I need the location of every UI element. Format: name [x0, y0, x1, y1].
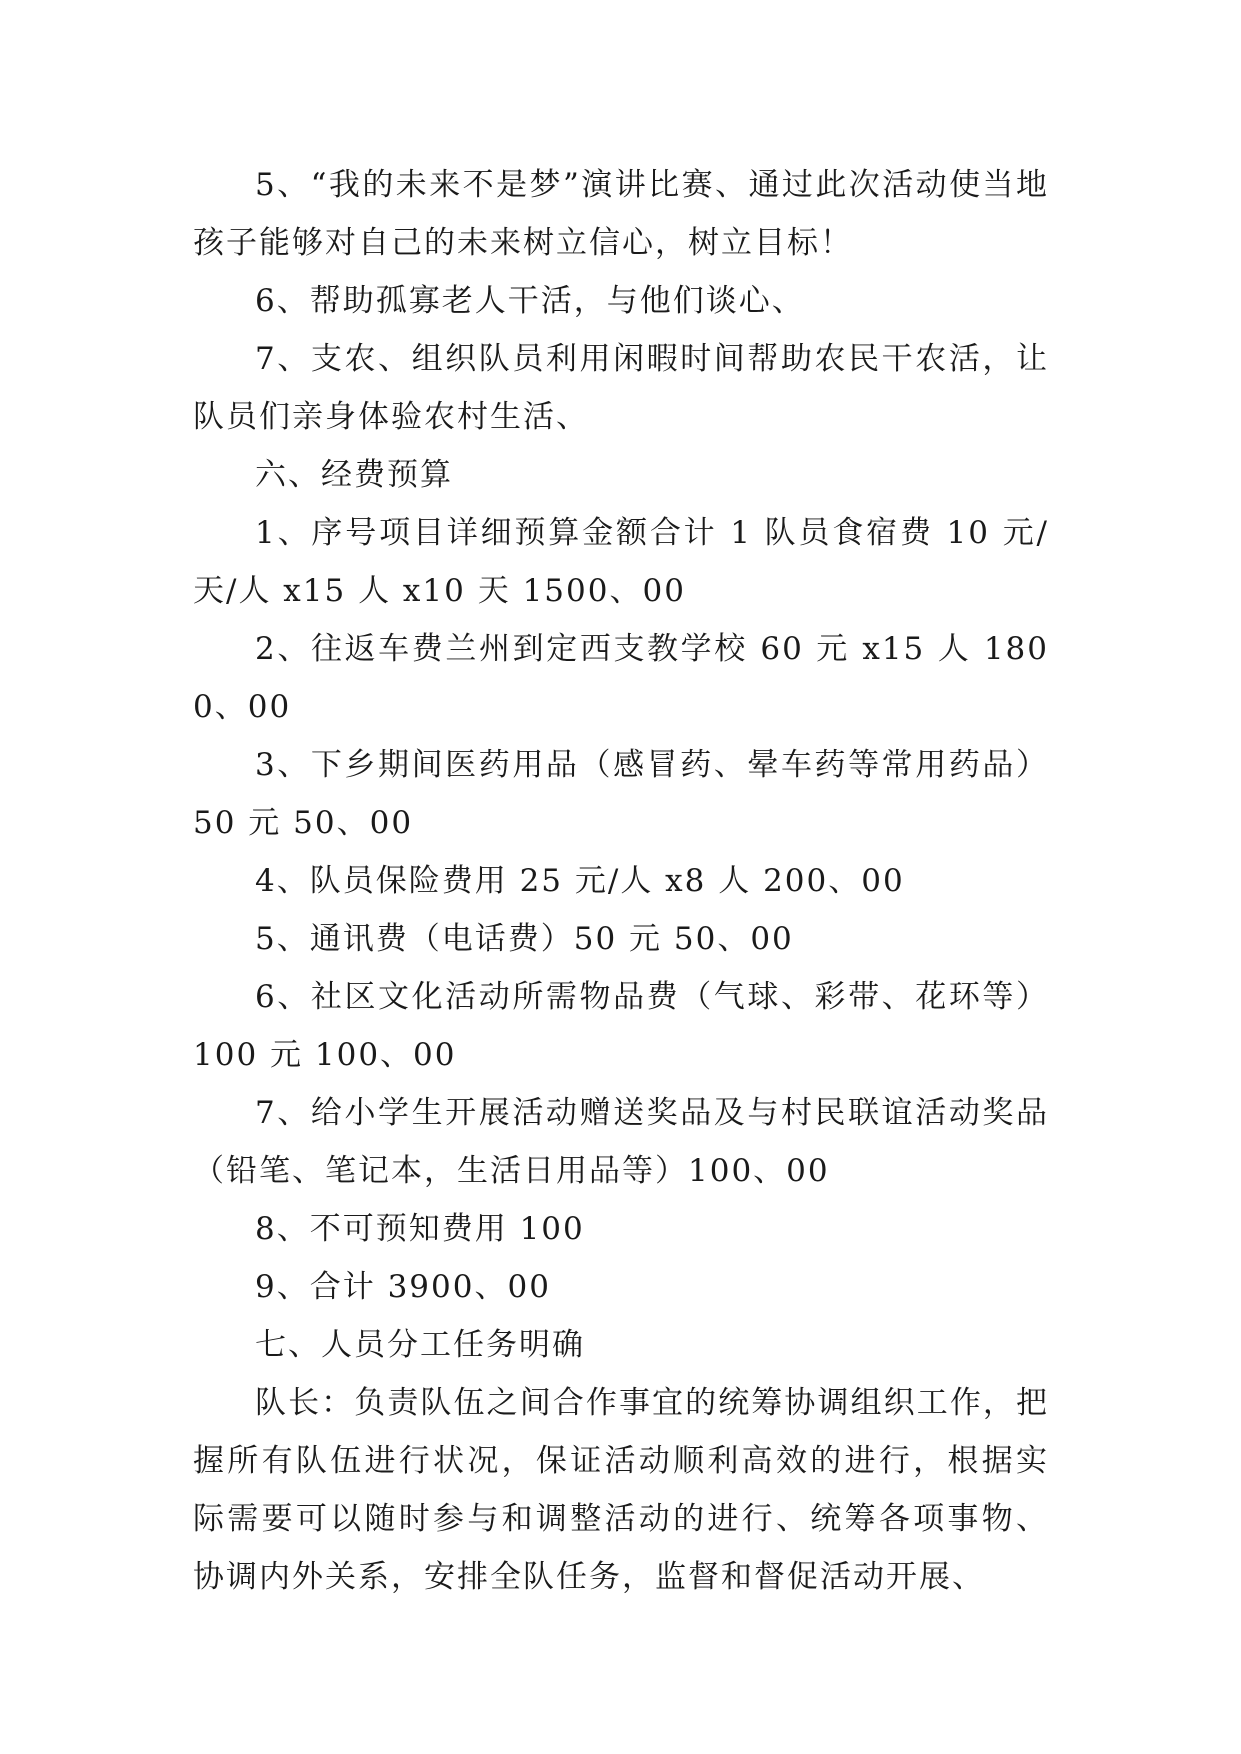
paragraph-help-elderly: 6、帮助孤寡老人干活，与他们谈心、: [255, 283, 805, 319]
budget-item-3: 3、下乡期间医药用品（感冒药、晕车药等常用药品）50 元 50、00: [193, 747, 1049, 841]
paragraph-team-leader: 队长：负责队伍之间合作事宜的统筹协调组织工作，把握所有队伍进行状况，保证活动顺利高效的进行，根据实际需要可以随时参与和调整活动的进行、统筹各项事物、协调内外关系，安排全队任务，监督和督促活动开展、: [193, 1385, 1049, 1595]
budget-item-7: 7、给小学生开展活动赠送奖品及与村民联谊活动奖品（铅笔、笔记本，生活日用品等）100、00: [193, 1095, 1049, 1189]
budget-item-4: 4、队员保险费用 25 元/人 x8 人 200、00: [255, 863, 905, 899]
paragraph-speech-contest: 5、“我的未来不是梦”演讲比赛、通过此次活动使当地孩子能够对自己的未来树立信心，树立目标！: [193, 167, 1049, 261]
budget-total: 9、合计 3900、00: [255, 1269, 551, 1305]
budget-item-6: 6、社区文化活动所需物品费（气球、彩带、花环等）100 元 100、00: [193, 979, 1049, 1073]
budget-item-8: 8、不可预知费用 100: [255, 1211, 585, 1247]
budget-item-5: 5、通讯费（电话费）50 元 50、00: [255, 921, 794, 957]
section-heading-budget: 六、经费预算: [255, 457, 453, 493]
budget-item-2: 2、往返车费兰州到定西支教学校 60 元 x15 人 1800、00: [193, 631, 1049, 725]
document-body: [193, 156, 1049, 1606]
section-heading-roles: 七、人员分工任务明确: [255, 1327, 585, 1363]
paragraph-farm-support: 7、支农、组织队员利用闲暇时间帮助农民干农活，让队员们亲身体验农村生活、: [193, 341, 1049, 435]
budget-item-1: 1、序号项目详细预算金额合计 1 队员食宿费 10 元/天/人 x15 人 x10 天 1500、00: [193, 515, 1049, 609]
